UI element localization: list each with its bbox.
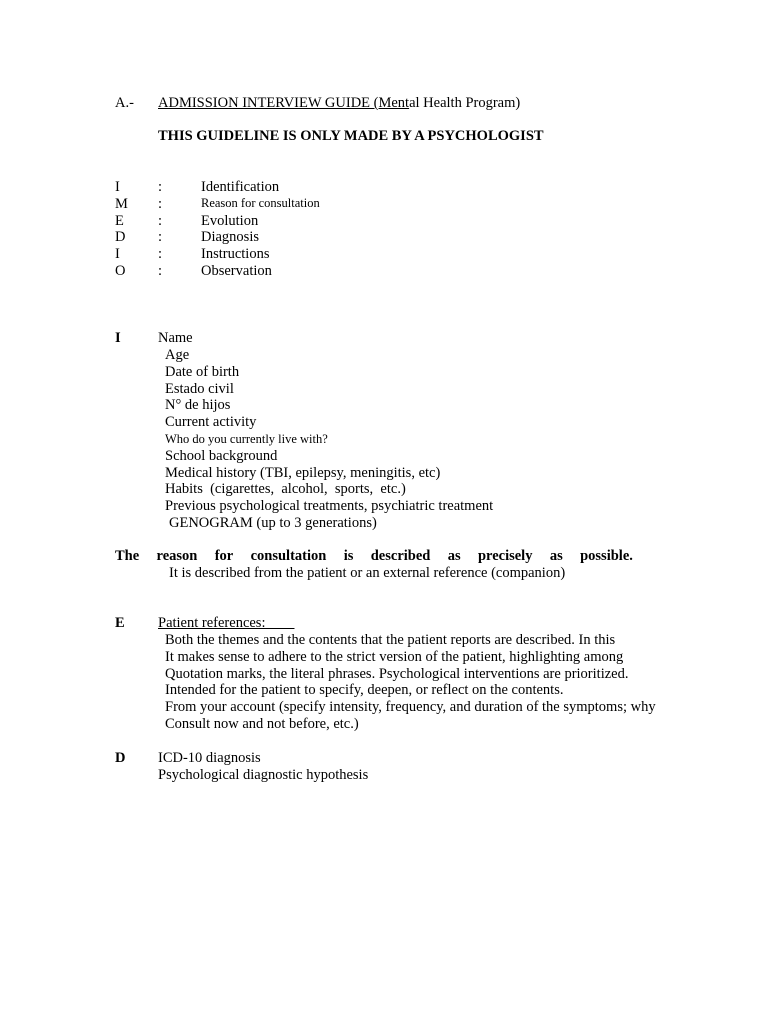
identification-item: Medical history (TBI, epilepsy, meningitis, etc) [165,464,441,481]
evolution-line: Intended for the patient to specify, deepen, or reflect on the contents. [165,682,564,699]
reason-word: The [115,548,140,564]
section-d-line2: Psychological diagnostic hypothesis [158,767,369,783]
imedio-term: Instructions [201,246,270,263]
imedio-colon: : [158,262,163,279]
identification-item: Who do you currently live with? [165,431,328,446]
imedio-colon: : [158,229,163,246]
reason-word: consultation [250,548,327,564]
imedio-term: Reason for consultation [201,195,320,210]
document-title-underlined: ADMISSION INTERVIEW GUIDE (Ment [158,95,410,111]
section-e-heading-text: Patient references: [158,615,266,631]
reason-word: precisely [477,548,533,564]
section-e-letter: E [115,615,125,631]
imedio-term: Diagnosis [201,229,259,246]
identification-item: GENOGRAM (up to 3 generations) [169,514,377,531]
section-d-line1: ICD-10 diagnosis [158,750,261,766]
document-title [158,95,520,112]
evolution-line: Consult now and not before, etc.) [165,715,359,732]
section-marker: A.- [115,95,134,111]
section-i-items [165,347,493,532]
section-i-first-item: Name [158,330,193,346]
identification-item: Estado civil [165,380,234,397]
identification-item: Habits (cigarettes, alcohol, sports, etc.) [165,481,406,498]
evolution-line: Quotation marks, the literal phrases. Psychological interventions are prioritized. [165,665,629,682]
imedio-term: Observation [201,262,272,279]
reason-word: reason [156,548,198,564]
evolution-line: It makes sense to adhere to the strict version of the patient, highlighting among [165,648,624,665]
imedio-term: Evolution [201,212,259,229]
section-d-letter: D [115,750,126,766]
reason-word: possible. [580,548,633,564]
imedio-letter: O [115,262,126,279]
imedio-letter: I [115,246,120,263]
identification-item: Age [165,347,190,363]
reason-word: is [343,548,354,564]
identification-item: School background [165,447,278,464]
reason-word: described [370,548,431,564]
imedio-colon: : [158,212,163,229]
identification-item: Previous psychological treatments, psychiatric treatment [165,498,494,515]
imedio-letter: I [115,179,120,195]
reason-word: as [447,548,461,564]
section-e-body [165,632,656,733]
section-e-heading-trail [265,615,294,631]
imedio-colon: : [158,195,163,212]
identification-item: Date of birth [165,363,240,380]
imedio-term: Identification [201,179,280,195]
section-m-justified-line [115,548,633,565]
evolution-line: Both the themes and the contents that the patient reports are described. In this [165,632,616,648]
imedio-letter: E [115,212,124,229]
section-e-heading [158,615,294,632]
evolution-line: From your account (specify intensity, frequency, and duration of the symptoms; why [165,699,656,716]
imedio-letter: M [115,195,128,212]
identification-item: Current activity [165,414,257,431]
document-subtitle: THIS GUIDELINE IS ONLY MADE BY A PSYCHOLOGIST [158,128,544,144]
section-m-description: It is described from the patient or an external reference (companion) [169,565,566,581]
imedio-letter: D [115,229,126,246]
identification-item: N° de hijos [165,397,231,414]
imedio-colon: : [158,246,163,263]
reason-word: for [214,548,234,564]
reason-word: as [549,548,563,564]
imedio-colon: : [158,179,163,195]
section-i-letter: I [115,330,121,346]
document-title-rest: al Health Program) [409,95,521,111]
